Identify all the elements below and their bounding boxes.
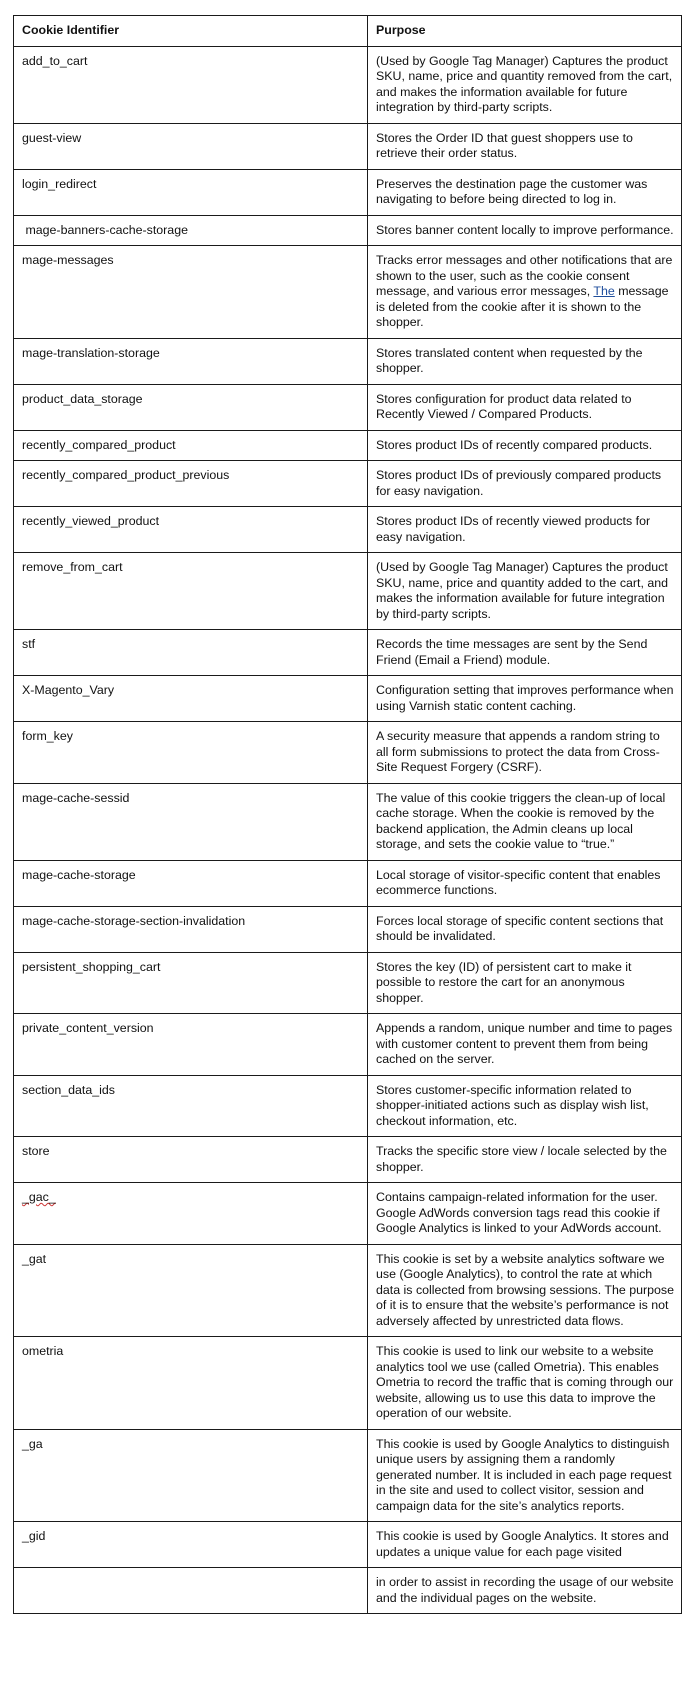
table-row — [14, 1568, 682, 1614]
cookie-purpose: This cookie is used by Google Analytics to distinguish unique users by assigning them a randomly generated number. It is included in each page request in the site and used to collect visitor, session and campaign data for the site’s analytics reports. — [368, 1429, 682, 1522]
cookie-purpose: Forces local storage of specific content sections that should be invalidated. — [368, 906, 682, 952]
table-row — [14, 1429, 682, 1522]
cookie-purpose: Tracks the specific store view / locale selected by the shopper. — [368, 1137, 682, 1183]
cookie-identifier: section_data_ids — [14, 1075, 368, 1137]
cookie-purpose: Records the time messages are sent by the Send Friend (Email a Friend) module. — [368, 630, 682, 676]
table-row — [14, 1183, 682, 1245]
table-row — [14, 123, 682, 169]
cookie-purpose — [368, 246, 682, 339]
header-cookie-identifier: Cookie Identifier — [14, 16, 368, 47]
purpose-text: message is deleted from the cookie after it is shown to the shopper. — [376, 284, 669, 329]
cookie-identifier-text: _gac_ — [22, 1190, 56, 1204]
cookie-purpose: A security measure that appends a random string to all form submissions to protect the data from Cross-Site Request Forgery (CSRF). — [368, 722, 682, 784]
cookie-purpose: Stores the Order ID that guest shoppers use to retrieve their order status. — [368, 123, 682, 169]
cookie-purpose: Stores the key (ID) of persistent cart to make it possible to restore the cart for an anonymous shopper. — [368, 952, 682, 1014]
table-row — [14, 1075, 682, 1137]
cookie-identifier — [14, 1183, 368, 1245]
table-row — [14, 338, 682, 384]
table-row — [14, 215, 682, 246]
cookie-identifier: add_to_cart — [14, 46, 368, 123]
cookie-purpose: Stores customer-specific information related to shopper-initiated actions such as display wish list, checkout information, etc. — [368, 1075, 682, 1137]
table-row — [14, 246, 682, 339]
cookie-purpose: Stores product IDs of recently compared products. — [368, 430, 682, 461]
cookie-identifier: mage-messages — [14, 246, 368, 339]
cookie-identifier: _ga — [14, 1429, 368, 1522]
cookie-identifier: X-Magento_Vary — [14, 676, 368, 722]
table-row — [14, 384, 682, 430]
purpose-underlined-word: The — [593, 284, 615, 298]
cookie-identifier: mage-banners-cache-storage — [14, 215, 368, 246]
cookie-identifier: _gat — [14, 1244, 368, 1337]
cookie-identifier: recently_compared_product_previous — [14, 461, 368, 507]
cookie-identifier: ometria — [14, 1337, 368, 1430]
cookie-purpose: This cookie is used to link our website to a website analytics tool we use (called Ometria). This enables Ometria to record the traffic that is coming through our website, allowing us to use this data to improve the operation of our website. — [368, 1337, 682, 1430]
cookie-purpose: Stores product IDs of recently viewed products for easy navigation. — [368, 507, 682, 553]
cookie-identifier: remove_from_cart — [14, 553, 368, 630]
table-row — [14, 952, 682, 1014]
table-row — [14, 1522, 682, 1568]
cookie-purpose: Stores banner content locally to improve performance. — [368, 215, 682, 246]
cookie-purpose: Configuration setting that improves performance when using Varnish static content caching. — [368, 676, 682, 722]
cookie-purpose: (Used by Google Tag Manager) Captures the product SKU, name, price and quantity removed from the cart, and makes the information available for future integration by third-party scripts. — [368, 46, 682, 123]
cookie-identifier: login_redirect — [14, 169, 368, 215]
table-row — [14, 906, 682, 952]
cookie-purpose: Local storage of visitor-specific content that enables ecommerce functions. — [368, 860, 682, 906]
cookie-purpose: The value of this cookie triggers the clean-up of local cache storage. When the cookie is removed by the backend application, the Admin cleans up local storage, and sets the cookie value to “true.” — [368, 783, 682, 860]
purpose-text: Tracks error messages and other notifications that are shown to the user, such as the cookie consent message, and various error messages, — [376, 253, 673, 298]
table-header-row — [14, 16, 682, 47]
table-row — [14, 860, 682, 906]
table-row — [14, 676, 682, 722]
cookie-purpose: Appends a random, unique number and time to pages with customer content to prevent them from being cached on the server. — [368, 1014, 682, 1076]
cookie-purpose: This cookie is set by a website analytics software we use (Google Analytics), to control the rate at which data is collected from browsing sessions. The purpose of it is to ensure that the website’s performance is not adversely affected by unrestricted data flows. — [368, 1244, 682, 1337]
table-row — [14, 46, 682, 123]
cookie-identifier: _gid — [14, 1522, 368, 1568]
table-row — [14, 169, 682, 215]
cookie-purpose: Stores product IDs of previously compared products for easy navigation. — [368, 461, 682, 507]
cookie-identifier: recently_viewed_product — [14, 507, 368, 553]
cookie-identifier: mage-cache-storage-section-invalidation — [14, 906, 368, 952]
cookie-identifier: persistent_shopping_cart — [14, 952, 368, 1014]
table-row — [14, 783, 682, 860]
cookie-identifier — [14, 1568, 368, 1614]
cookie-purpose: Preserves the destination page the customer was navigating to before being directed to log in. — [368, 169, 682, 215]
table-row — [14, 722, 682, 784]
cookie-identifier: guest-view — [14, 123, 368, 169]
table-row — [14, 1244, 682, 1337]
table-row — [14, 1337, 682, 1430]
cookie-identifier: recently_compared_product — [14, 430, 368, 461]
cookie-identifier: form_key — [14, 722, 368, 784]
cookie-identifier: store — [14, 1137, 368, 1183]
header-purpose: Purpose — [368, 16, 682, 47]
cookie-identifier: mage-cache-storage — [14, 860, 368, 906]
cookie-identifier: stf — [14, 630, 368, 676]
table-row — [14, 461, 682, 507]
cookie-identifier: mage-translation-storage — [14, 338, 368, 384]
table-row — [14, 1137, 682, 1183]
cookie-identifier: product_data_storage — [14, 384, 368, 430]
cookie-purpose: Stores translated content when requested by the shopper. — [368, 338, 682, 384]
cookie-identifier: mage-cache-sessid — [14, 783, 368, 860]
cookie-table — [13, 15, 682, 1614]
table-row — [14, 553, 682, 630]
table-row — [14, 430, 682, 461]
cookie-purpose: Contains campaign-related information for the user. Google AdWords conversion tags read this cookie if Google Analytics is linked to your AdWords account. — [368, 1183, 682, 1245]
cookie-purpose: (Used by Google Tag Manager) Captures the product SKU, name, price and quantity added to the cart, and makes the information available for future integration by third-party scripts. — [368, 553, 682, 630]
cookie-identifier: private_content_version — [14, 1014, 368, 1076]
table-row — [14, 630, 682, 676]
cookie-purpose: This cookie is used by Google Analytics. It stores and updates a unique value for each page visited — [368, 1522, 682, 1568]
table-row — [14, 1014, 682, 1076]
cookie-purpose: Stores configuration for product data related to Recently Viewed / Compared Products. — [368, 384, 682, 430]
table-row — [14, 507, 682, 553]
cookie-purpose: in order to assist in recording the usage of our website and the individual pages on the website. — [368, 1568, 682, 1614]
